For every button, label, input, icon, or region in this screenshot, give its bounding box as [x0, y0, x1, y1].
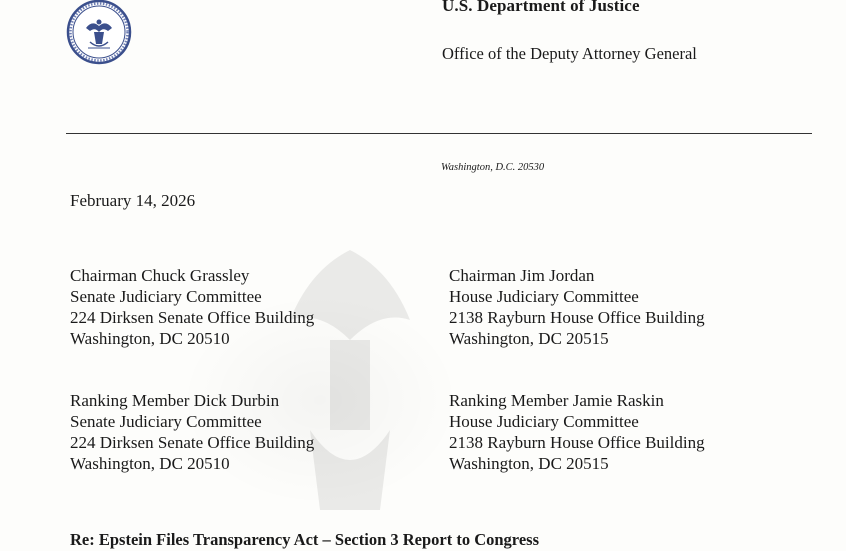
recipient-committee: Senate Judiciary Committee: [70, 287, 262, 306]
recipient-committee: Senate Judiciary Committee: [70, 412, 262, 431]
recipient-city: Washington, DC 20510: [70, 329, 230, 348]
recipient-building: 2138 Rayburn House Office Building: [449, 308, 705, 327]
doj-seal-icon: [66, 0, 132, 66]
recipient-city: Washington, DC 20515: [449, 329, 609, 348]
recipient-committee: House Judiciary Committee: [449, 287, 639, 306]
recipient-building: 2138 Rayburn House Office Building: [449, 433, 705, 452]
recipient-name: Chairman Chuck Grassley: [70, 266, 250, 285]
office-name: Office of the Deputy Attorney General: [442, 44, 697, 63]
recipient-building: 224 Dirksen Senate Office Building: [70, 308, 315, 327]
letter-date: February 14, 2026: [70, 191, 196, 210]
recipient-block-raskin: [449, 390, 705, 474]
recipient-city: Washington, DC 20510: [70, 454, 230, 473]
recipient-block-jordan: [449, 265, 705, 349]
location-line: Washington, D.C. 20530: [441, 162, 545, 173]
recipient-city: Washington, DC 20515: [449, 454, 609, 473]
subject-line: Re: Epstein Files Transparency Act – Section 3 Report to Congress: [70, 530, 540, 549]
recipient-committee: House Judiciary Committee: [449, 412, 639, 431]
recipient-building: 224 Dirksen Senate Office Building: [70, 433, 315, 452]
recipient-name: Chairman Jim Jordan: [449, 266, 595, 285]
header-divider: [66, 133, 812, 134]
recipient-name: Ranking Member Dick Durbin: [70, 391, 280, 410]
recipient-block-durbin: [70, 390, 314, 474]
recipient-name: Ranking Member Jamie Raskin: [449, 391, 664, 410]
department-name: U.S. Department of Justice: [442, 0, 640, 15]
recipient-block-grassley: [70, 265, 314, 349]
